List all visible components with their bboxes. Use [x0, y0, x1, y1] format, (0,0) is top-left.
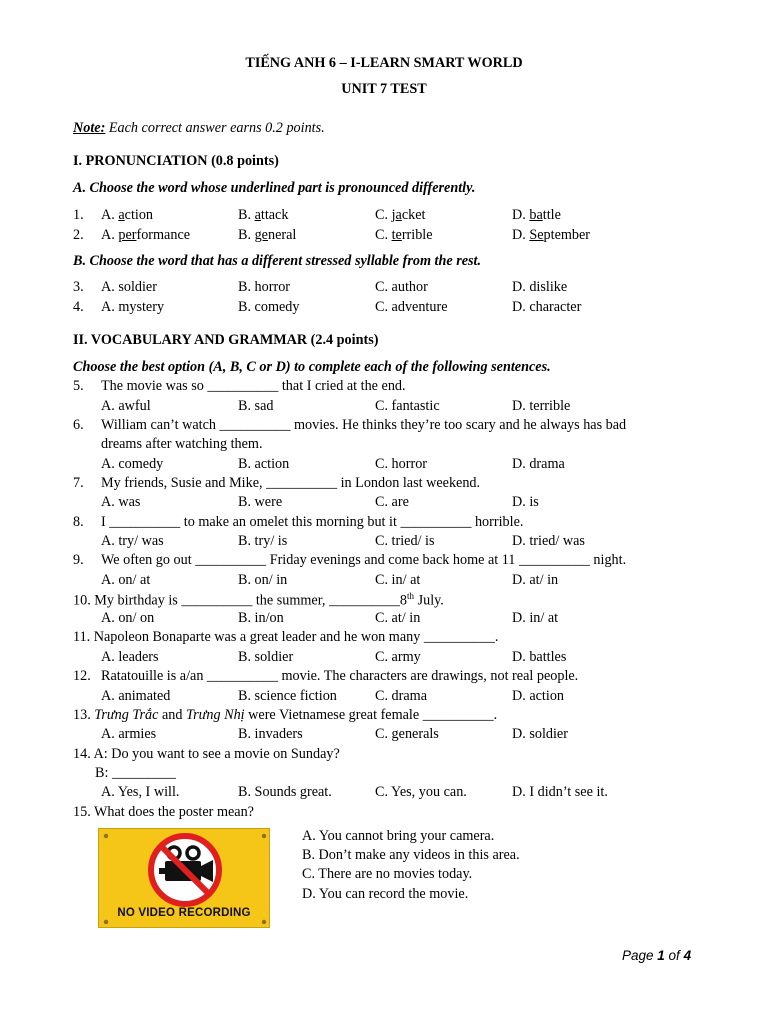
option-b: B. horror: [238, 279, 291, 295]
option-c: C. jacket: [375, 207, 426, 223]
question-text: 12. Ratatouille is a/an __________ movie. The characters are drawings, not real people.: [73, 668, 579, 684]
question-text: 14. A: Do you want to see a movie on Sunday?: [73, 746, 340, 762]
option-a: A. on/ on: [101, 610, 155, 626]
question-row: 1. A. action B. attack C. jacket D. battle: [73, 207, 561, 223]
part-b-instruction: B. Choose the word that has a different stressed syllable from the rest.: [73, 253, 482, 269]
option-c: C. author: [375, 279, 428, 295]
option-a: A. soldier: [101, 279, 157, 295]
option-c: C. in/ at: [375, 572, 421, 588]
question-text: 9. We often go out __________ Friday evenings and come back home at 11 __________ night.: [73, 552, 627, 568]
option-b: B. soldier: [238, 649, 294, 665]
option-c: C. There are no movies today.: [302, 866, 473, 882]
note-label: Note:: [73, 120, 106, 136]
question-row: 3. A. soldier B. horror C. author D. dislike: [73, 279, 568, 295]
part-a-instruction: A. Choose the word whose underlined part is pronounced differently.: [73, 180, 476, 196]
option-a: A. action: [101, 207, 154, 223]
option-c: C. at/ in: [375, 610, 421, 626]
question-options: [73, 494, 713, 513]
option-d: D. battles: [512, 649, 567, 665]
question-options: [73, 726, 713, 745]
option-a: A. armies: [101, 726, 157, 742]
option-a: A. try/ was: [101, 533, 164, 549]
option-a: A. animated: [101, 688, 171, 704]
option-a: A. Yes, I will.: [101, 784, 180, 800]
option-c: C. drama: [375, 688, 428, 704]
option-d: D. dislike: [512, 279, 568, 295]
question-options: [73, 456, 713, 475]
option-a: A. on/ at: [101, 572, 151, 588]
option-d: D. at/ in: [512, 572, 559, 588]
option-d: D. September: [512, 227, 591, 243]
question-text: 5. The movie was so __________ that I cried at the end.: [73, 378, 406, 394]
scoring-note: [73, 120, 325, 137]
option-c: C. horror: [375, 456, 428, 472]
option-d: D. You can record the movie.: [302, 886, 469, 902]
option-d: D. soldier: [512, 726, 568, 742]
option-b: B. science fiction: [238, 688, 337, 704]
question-text: 8. I __________ to make an omelet this morning but it __________ horrible.: [73, 514, 524, 530]
question-options: [73, 688, 713, 707]
section-pronunciation-heading: I. PRONUNCIATION (0.8 points): [73, 153, 279, 169]
option-b: B. were: [238, 494, 283, 510]
question-options: [73, 398, 713, 417]
section-vocabulary-heading: II. VOCABULARY AND GRAMMAR (2.4 points): [73, 332, 379, 348]
question-text: 13. Trưng Trắc and Trưng Nhị were Vietnamese great female __________.: [73, 707, 498, 723]
question-text: 15. What does the poster mean?: [73, 804, 254, 820]
option-b: B. Don’t make any videos in this area.: [302, 847, 520, 863]
answer-blank-line: B: _________: [95, 765, 176, 781]
question-text: 11. Napoleon Bonaparte was a great leader and he won many __________.: [73, 629, 499, 645]
option-c: C. army: [375, 649, 421, 665]
option-b: B. general: [238, 227, 297, 243]
note-text: Each correct answer earns 0.2 points.: [105, 120, 325, 136]
option-d: D. drama: [512, 456, 565, 472]
option-c: C. generals: [375, 726, 439, 742]
option-b: B. in/on: [238, 610, 284, 626]
option-b: B. Sounds great.: [238, 784, 332, 800]
question-text: 6. William can’t watch __________ movies. He thinks they’re too scary and he always has bad: [73, 417, 627, 433]
option-a: A. awful: [101, 398, 151, 414]
option-c: C. tried/ is: [375, 533, 435, 549]
question-row: 4. A. mystery B. comedy C. adventure D. character: [73, 299, 582, 315]
option-b: B. try/ is: [238, 533, 288, 549]
option-a: A. leaders: [101, 649, 159, 665]
question-text: 10. My birthday is __________ the summer, __________8th July.: [73, 591, 444, 609]
option-d: D. I didn’t see it.: [512, 784, 608, 800]
option-a: A. mystery: [101, 299, 165, 315]
option-a: A. was: [101, 494, 141, 510]
option-c: C. terrible: [375, 227, 433, 243]
question-options: [73, 610, 713, 629]
question-options: [73, 784, 713, 803]
option-a: A. You cannot bring your camera.: [302, 828, 495, 844]
no-video-recording-poster: [98, 828, 270, 928]
worksheet-title: TIẾNG ANH 6 – I-LEARN SMART WORLD: [245, 55, 523, 71]
page-number: Page 1 of 4: [622, 948, 692, 963]
question-options: [73, 649, 713, 668]
option-d: D. battle: [512, 207, 561, 223]
option-c: C. Yes, you can.: [375, 784, 467, 800]
option-d: D. character: [512, 299, 582, 315]
option-d: D. is: [512, 494, 539, 510]
question-options: [73, 572, 713, 591]
section-vocabulary-instruction: Choose the best option (A, B, C or D) to complete each of the following sentences.: [73, 359, 551, 375]
option-d: D. in/ at: [512, 610, 559, 626]
option-c: C. fantastic: [375, 398, 440, 414]
option-b: B. on/ in: [238, 572, 288, 588]
option-b: B. sad: [238, 398, 274, 414]
option-d: D. action: [512, 688, 565, 704]
question-text-continued: dreams after watching them.: [101, 436, 263, 452]
option-d: D. tried/ was: [512, 533, 585, 549]
option-b: B. action: [238, 456, 290, 472]
option-c: C. are: [375, 494, 409, 510]
option-a: A. performance: [101, 227, 191, 243]
option-b: B. invaders: [238, 726, 303, 742]
option-b: B. comedy: [238, 299, 300, 315]
option-d: D. terrible: [512, 398, 571, 414]
poster-caption: NO VIDEO RECORDING: [117, 907, 251, 919]
option-c: C. adventure: [375, 299, 448, 315]
option-a: A. comedy: [101, 456, 164, 472]
option-b: B. attack: [238, 207, 289, 223]
unit-title: UNIT 7 TEST: [341, 81, 427, 97]
question-row: 2. A. performance B. general C. terrible D. September: [73, 227, 591, 243]
question-options: [73, 533, 713, 552]
question-text: 7. My friends, Susie and Mike, __________ in London last weekend.: [73, 475, 481, 491]
